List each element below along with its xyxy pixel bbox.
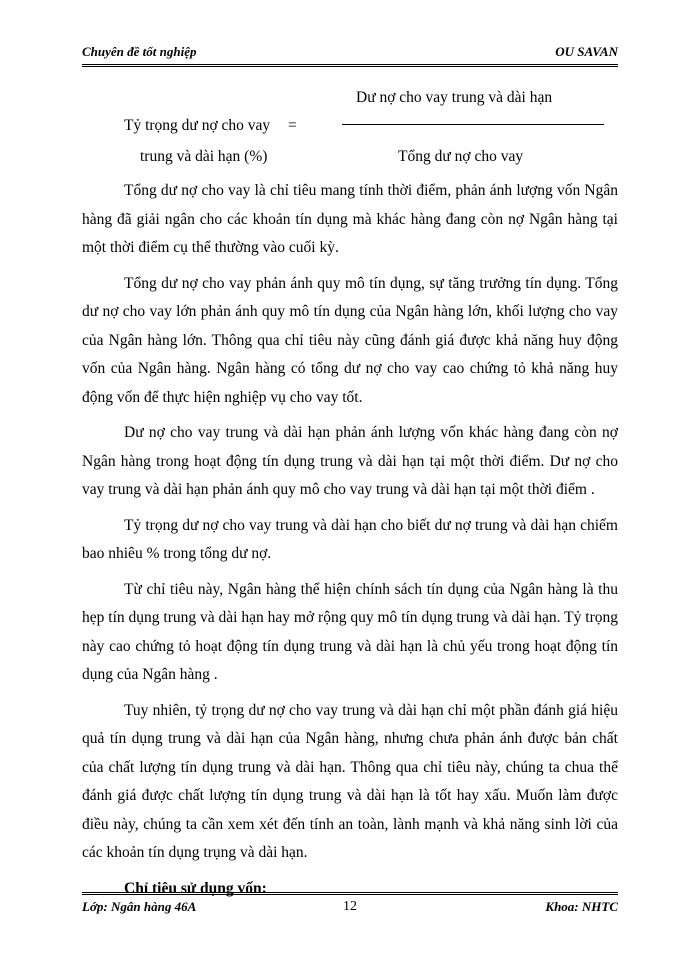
paragraph-medium-long-term-loans: Dư nợ cho vay trung và dài hạn phản ánh lượng vốn khác hàng đang còn nợ Ngân hàng trong hoạt động tín dụng trung và dài hạn tại một thời điểm. Dư nợ cho vay trung và dài hạn phản ánh quy mô cho vay trung và dài hạn tại một thời điểm . <box>82 424 618 498</box>
page-number: 12 <box>343 899 357 914</box>
section-heading: Chỉ tiêu sử dụng vốn: <box>124 879 267 897</box>
paragraph-credit-policy: Từ chỉ tiêu này, Ngân hàng thể hiện chính sách tín dụng của Ngân hàng là thu hẹp tín dụng trung và dài hạn hay mở rộng quy mô tín dụng trung và dài hạn. Tỷ trọng này cao chứng tỏ hoạt động tín dụng trung và dài hạn là chủ yếu trong hoạt động tín dụng của Ngân hàng . <box>82 580 618 683</box>
header-document-title: Chuyên đề tốt nghiệp <box>82 44 197 59</box>
body-text <box>82 177 618 910</box>
formula-denominator: Tổng dư nợ cho vay <box>398 148 524 165</box>
formula-label-line2: trung và dài hạn (%) <box>140 148 268 165</box>
formula-equals-sign: = <box>288 117 297 134</box>
header-author: OU SAVAN <box>555 44 618 59</box>
footer-faculty: Khoa: NHTC <box>545 899 618 914</box>
formula-numerator: Dư nợ cho vay trung và dài hạn <box>356 89 553 106</box>
footer-rule-double <box>82 894 618 895</box>
paragraph-ratio-meaning: Tỷ trọng dư nợ cho vay trung và dài hạn cho biết dư nợ trung và dài hạn chiếm bao nhiêu % trong tổng dư nợ. <box>82 516 618 562</box>
paragraph-limitations: Tuy nhiên, tỷ trọng dư nợ cho vay trung và dài hạn chỉ một phần đánh giá hiệu quả tín dụng trung và dài hạn của Ngân hàng, nhưng chưa phản ánh được bản chất của chất lượng tín dụng trung và dài hạn. Thông qua chỉ tiêu này, chúng ta chua thể đánh giá được chất lượng tín dụng trung và dài hạn là tốt hay xấu. Muốn làm được điều này, chúng ta cần xem xét đến tính an toàn, lành mạnh và khả năng sinh lời của các khoản tín dụng trụng và dài hạn. <box>82 701 618 861</box>
page-footer <box>82 899 618 917</box>
fraction-bar <box>342 124 604 125</box>
footer-class-name: Lớp: Ngân hàng 46A <box>82 899 197 914</box>
ratio-formula <box>0 0 700 170</box>
footer-rule <box>82 892 618 893</box>
paragraph-total-outstanding-loans: Tổng dư nợ cho vay là chỉ tiêu mang tính thời điểm, phản ánh lượng vốn Ngân hàng đã giải ngân cho các khoản tín dụng mà khác hàng đang còn nợ Ngân hàng tại một thời điểm cụ thể thường vào cuối kỳ. <box>82 182 618 256</box>
paragraph-credit-scale: Tổng dư nợ cho vay phản ánh quy mô tín dụng, sự tăng trưởng tín dụng. Tổng dư nợ cho vay lớn phản ánh quy mô tín dụng của Ngân hàng lớn, khối lượng cho vay của Ngân hàng lớn. Thông qua chỉ tiêu này cũng đánh giá được khả năng huy động vốn của Ngân hàng. Ngân hàng có tổng dư nợ cho vay cao chứng tỏ khả năng huy động vốn để thực hiện nghiệp vụ cho vay tốt. <box>82 274 618 406</box>
formula-label-line1: Tỷ trọng dư nợ cho vay <box>124 117 271 134</box>
